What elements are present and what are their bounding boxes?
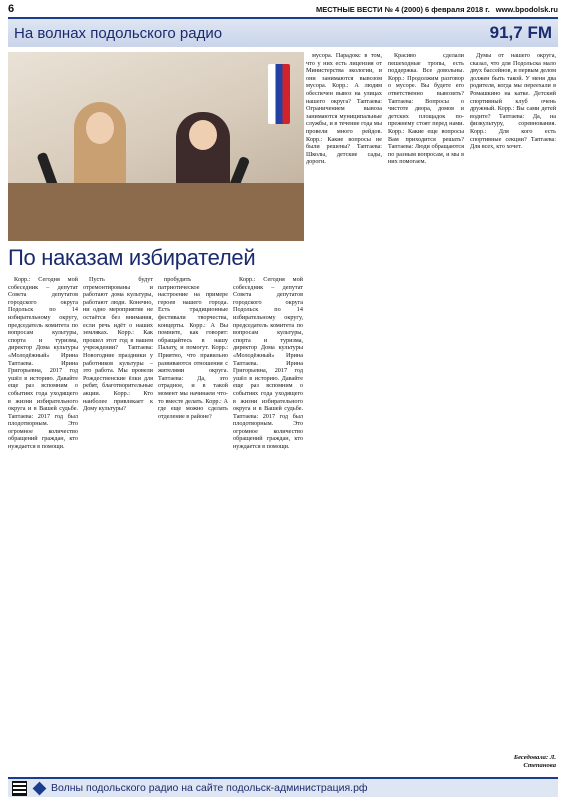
article-column-1 [8,276,78,774]
column-text: Думы от нашего округа, сказал, что для Подольска мало двух бассейнов, и первым делом должен быть такой. У меня два родителя, когда мы переехали в Ромашкино на катке. Детский спортивный клуб очень дружный. Корр.: Вы сами детей водите? Таптаева: Да, на физкультуру, соревнования. Корр.: Для кого есть спортивные секции? Таптаева: Для всех, кто хочет. [470,52,556,151]
page-topbar [8,2,558,16]
radio-frequency: 91,7 FM [489,23,552,42]
article-column-7 [233,276,303,774]
article-column-6 [470,52,556,742]
host-figure [176,112,230,194]
rubric-header [8,17,558,47]
qr-code-icon[interactable] [12,781,27,796]
article-column-2 [83,276,153,774]
column-text: Пусть будут отремонтированы и работают дома культуры, работают люди. Конечно, ни одно мероприятие не остаётся без внимания, если речь идёт о наших земляках. Корр.: Как прошел этот год в вашем учреждении? Таптаева: Новогодние праздники у работников культуры – это работа. Мы провели Рождественские ёлки для ребят, благотворительные акции. Корр.: Кто наиболее привлекает к Дому культуры? [83,276,153,413]
article-column-3 [158,276,228,774]
page-footer [8,777,558,797]
column-text: Корр.: Сегодня мой собеседник – депутат Совета депутатов городского округа Подольск по 14 избирательному округу, председатель комитета по вопросам культуры, спорта и туризма, директор Дома культуры «Молодёжный» Ирина Таптаева. Ирина Григорьевна, 2017 год ушёл в историю. Давайте еще раз вспомним о событиях года уходящего в жизни избирательного округа и в Вашей судьбе. Таптаева: 2017 год был плодотворным. Это огромное количество обращений граждан, кто нуждается в помощи. [8,276,78,451]
page-number: 6 [8,3,15,15]
rubric-title: На волнах подольского радио [14,24,223,42]
site-link[interactable]: www.bpodolsk.ru [495,4,558,14]
byline: Беседовала: Л. Степанова [513,754,556,769]
issue-info: МЕСТНЫЕ ВЕСТИ № 4 (2000) 6 февраля 2018 г. [315,4,490,14]
interviewee-figure [74,102,126,192]
radio-logo-icon [33,781,47,795]
column-text: пробудить патриотическое настроение на примере героев нашего города. Есть традиционные фестивали творчества, концерты. Корр.: А Вы помните, как говорят: обращайтесь в нашу Палату, и помогут. Корр.: Приятно, что правильно развиваются отношения с жителями округа. Таптаева: Да, это отрадное, и в такой момент мы начинаем что-то вместе делать. Корр.: А где еще можно сделать отделение в районе? [158,276,228,420]
studio-desk [8,183,304,241]
studio-photo [8,52,304,241]
flag-icon [268,64,290,124]
article-column-4 [306,52,382,774]
footer-text: Волны подольского радио на сайте подольск-администрация.рф [51,782,368,794]
article-column-5 [388,52,464,774]
article-headline: По наказам избирателей [8,245,256,270]
column-text: Красиво сделали пешеходные тропы, есть поддержка. Все довольны. Корр.: Продолжим разговор о мусоре. Вы будете его ответственно вывозить? Таптаева: Вопросы о чистоте двора, домов и детских площадок по-прежнему стоят перед нами. Корр.: Какие еще вопросы Вам приходится решать? Таптаева: Люди обращаются по разным вопросам, и мы в них помогаем. [388,52,464,166]
column-text: мусора. Парадокс в том, что у них есть лицензия от Министерства экологии, и они занимаются вывозом мусора. Корр.: А людям обеспечен вывоз на улицах нашего округа? Таптаева: Ограничением вывоза занимаются муниципальные службы, и в течение года мы провели много рейдов. Корр.: Какие вопросы не были решены? Таптаева: Школы, детские сады, дороги. [306,52,382,166]
column-text: Корр.: Сегодня мой собеседник – депутат Совета депутатов городского округа Подольск по 14 избирательному округу, председатель комитета по вопросам культуры, спорта и туризма, директор Дома культуры «Молодёжный» Ирина Таптаева. Ирина Григорьевна, 2017 год ушёл в историю. Давайте еще раз вспомним о событиях года уходящего в жизни избирательного округа и в Вашей судьбе. Таптаева: 2017 год был плодотворным. Это огромное количество обращений граждан, кто нуждается в помощи. [233,276,303,451]
